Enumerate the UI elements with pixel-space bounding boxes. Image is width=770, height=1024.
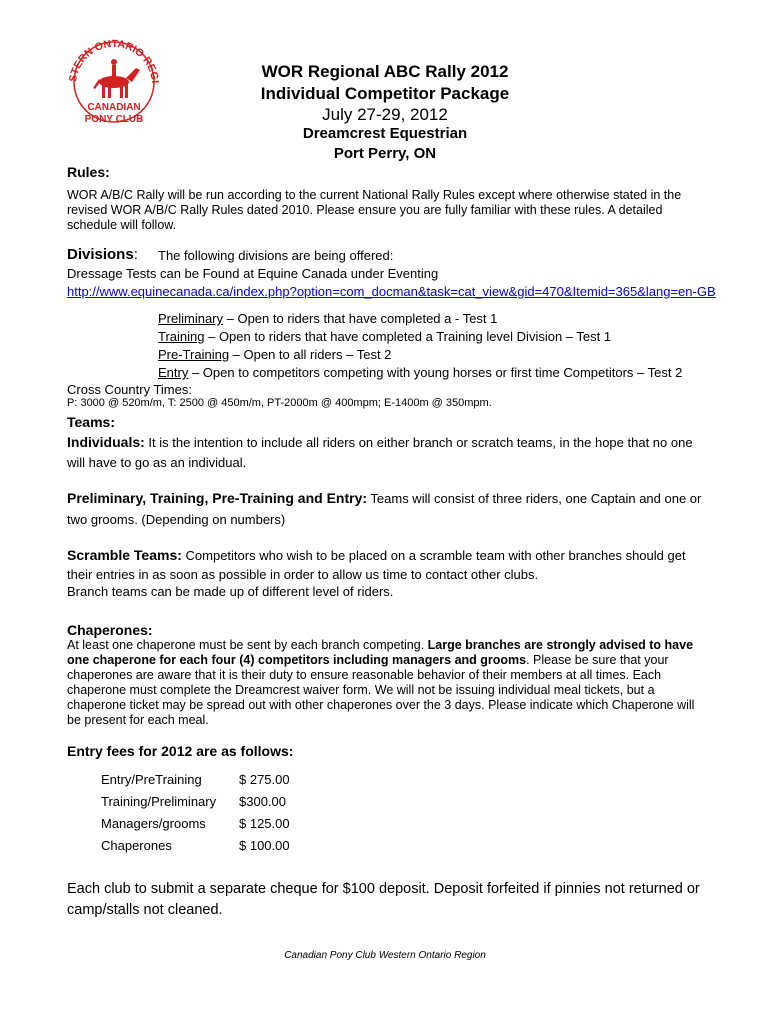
division-item: Pre-Training – Open to all riders – Test 2 — [158, 347, 392, 362]
table-row: Entry/PreTraining $ 275.00 — [101, 772, 290, 787]
branch-teams-text: Branch teams can be made up of different level of riders. — [67, 584, 394, 599]
fees-heading: Entry fees for 2012 are as follows: — [67, 743, 294, 759]
rules-heading: Rules: — [67, 164, 110, 180]
divisions-heading: Divisions: — [67, 246, 138, 263]
xc-label: Cross Country Times: — [67, 382, 192, 397]
venue: Dreamcrest Equestrian — [302, 125, 468, 142]
teams-heading: Teams: — [67, 414, 115, 430]
xc-times: P: 3000 @ 520m/m, T: 2500 @ 450m/m, PT-2000m @ 400mpm; E-1400m @ 350mpm. — [67, 397, 492, 409]
equine-canada-link[interactable]: http://www.equinecanada.ca/index.php?option=com_docman&task=cat_view&gid=470&Itemid=365&lang=en-GB — [67, 284, 716, 299]
table-row: Chaperones $ 100.00 — [101, 838, 290, 853]
location: Port Perry, ON — [333, 145, 437, 162]
event-dates: July 27-29, 2012 — [322, 105, 448, 124]
dressage-note: Dressage Tests can be Found at Equine Canada under Eventing — [67, 266, 439, 281]
deposit-note: Each club to submit a separate cheque for $100 deposit. Deposit forfeited if pinnies not returned or camp/stalls not cleaned. — [67, 881, 700, 918]
rules-text: WOR A/B/C Rally will be run according to the current National Rally Rules except where otherwise stated in the revised WOR A/B/C Rally Rules dated 2010. Please ensure you are fully familiar with these rules. A detailed schedule will follow. — [67, 188, 682, 232]
footer: Canadian Pony Club Western Ontario Region — [284, 950, 486, 961]
fees-table — [101, 772, 290, 860]
divisions-intro: The following divisions are being offered: — [158, 248, 394, 263]
logo-line1: CANADIAN — [87, 102, 141, 113]
division-item: Preliminary – Open to riders that have completed a - Test 1 — [158, 311, 498, 326]
title-line1: WOR Regional ABC Rally 2012 — [261, 62, 509, 81]
division-item: Entry – Open to competitors competing with young horses or first time Competitors – Test 2 — [158, 365, 683, 380]
logo-arc-text: STERN ONTARIO REGI — [67, 37, 161, 84]
title-line2: Individual Competitor Package — [260, 84, 510, 103]
individuals-paragraph: Individuals: It is the intention to include all riders on either branch or scratch teams, in the hope that no one will have to go as an individual. — [67, 434, 693, 470]
logo-line2: PONY CLUB — [84, 114, 144, 125]
levels-paragraph: Preliminary, Training, Pre-Training and Entry: Teams will consist of three riders, one Captain and one or two grooms. (Depending on numbers) — [67, 490, 702, 527]
division-item: Training – Open to riders that have completed a Training level Division – Test 1 — [158, 329, 612, 344]
table-row: Managers/grooms $ 125.00 — [101, 816, 290, 831]
chaperones-heading: Chaperones: — [67, 622, 153, 638]
chaperones-text: At least one chaperone must be sent by each branch competing. Large branches are strongly advised to have one chaperone for each four (4) competitors including managers and grooms. Please be sure that your chaperones are aware that it is their duty to ensure reasonable behavior of their members at all times. Each chaperone must complete the Dreamcrest waiver form. We will not be issuing individual meal tickets, but a chaperone ticket may be spread out with other chaperones over the 3 days. Please indicate which Chaperone will be present for each meal. — [67, 638, 695, 727]
scramble-paragraph: Scramble Teams: Competitors who wish to be placed on a scramble team with other branches should get their entries in as soon as possible in order to allow us time to contact other clubs. — [67, 547, 686, 582]
table-row: Training/Preliminary $300.00 — [101, 794, 286, 809]
